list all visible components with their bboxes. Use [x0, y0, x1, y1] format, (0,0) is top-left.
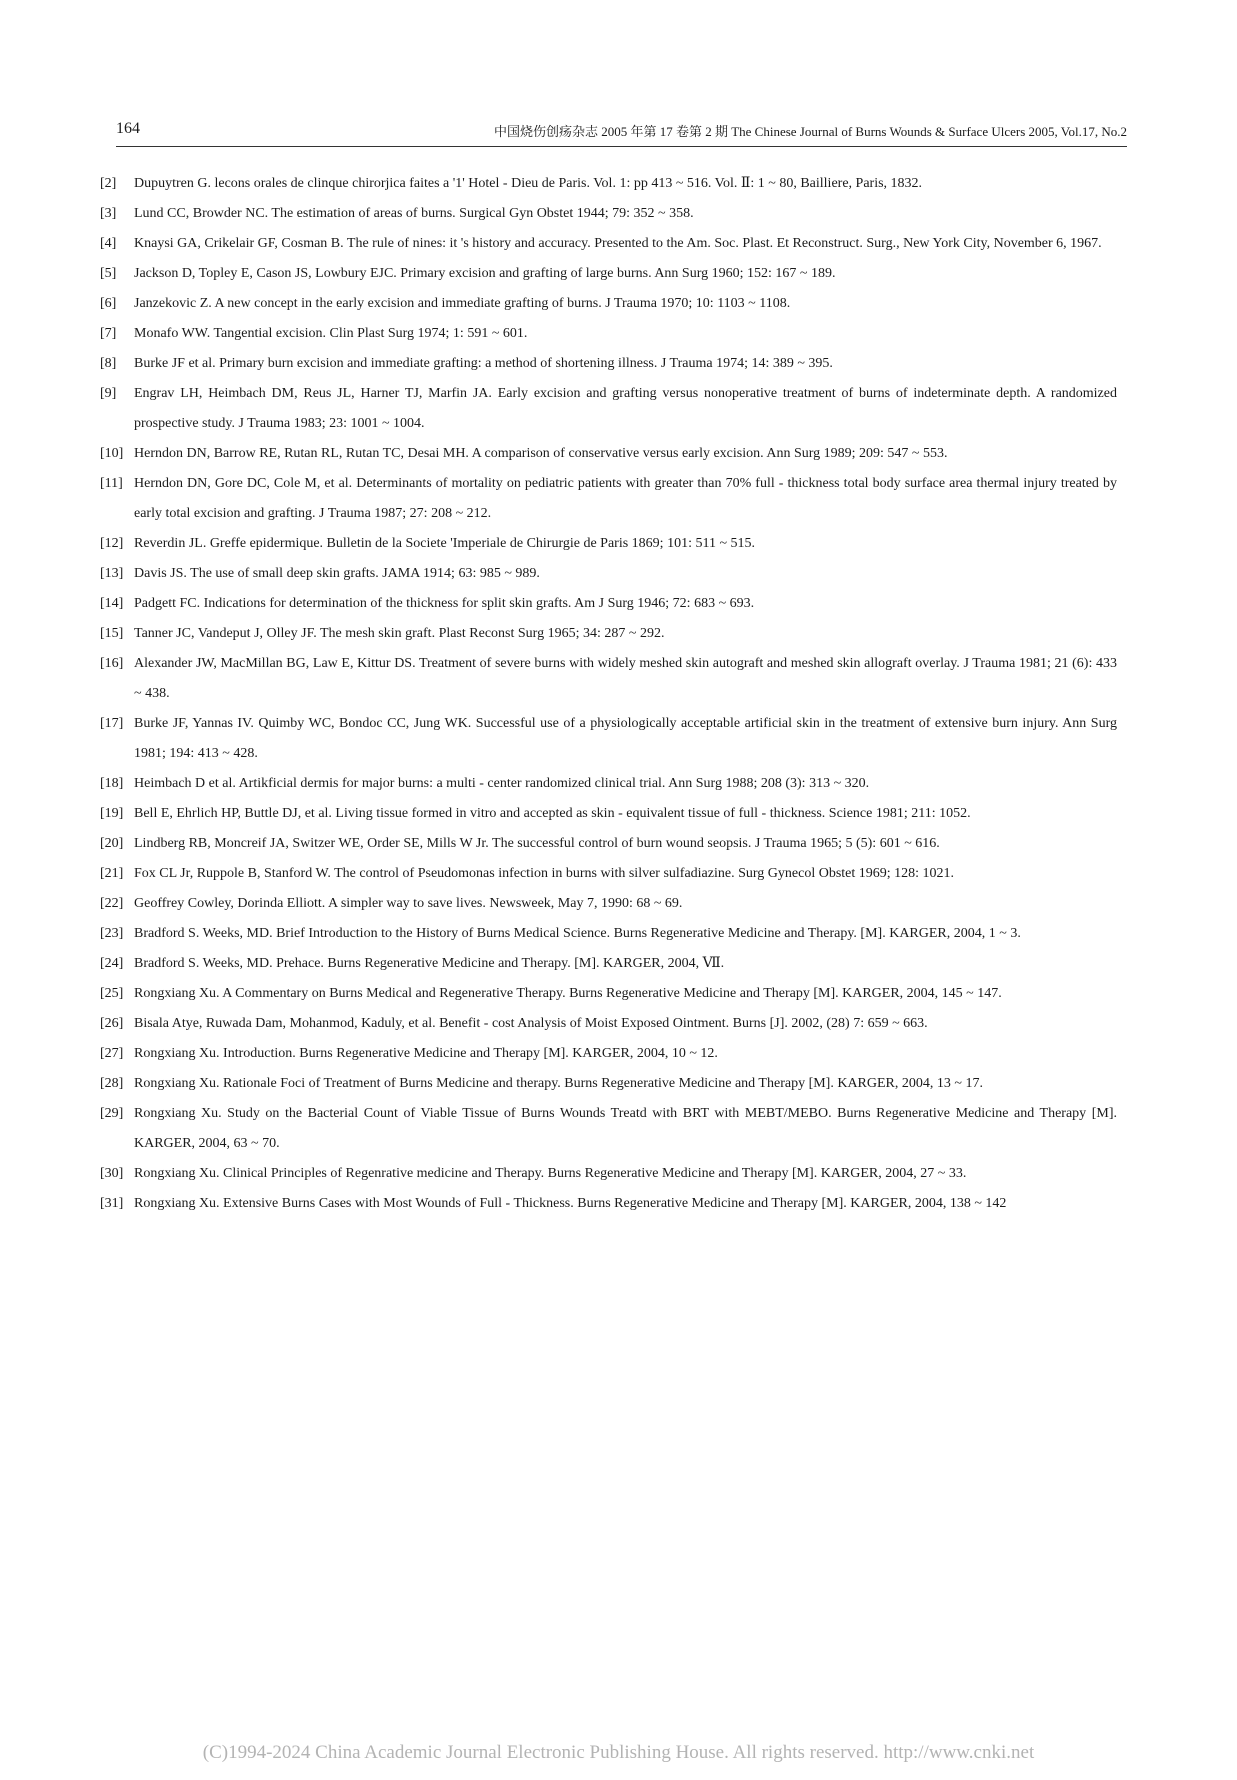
reference-text: Rongxiang Xu. Extensive Burns Cases with Most Wounds of Full - Thickness. Burns Regenerative Medicine and Therapy [M]. KARGER, 2004, 138 ~ 142: [134, 1196, 1007, 1211]
reference-entry: [100, 769, 1117, 799]
reference-number: [23]: [100, 926, 124, 941]
reference-number: [26]: [100, 1016, 124, 1031]
reference-entry: [100, 439, 1117, 469]
reference-entry: [100, 889, 1117, 919]
reference-text: Burke JF et al. Primary burn excision and immediate grafting: a method of shortening illness. J Trauma 1974; 14: 389 ~ 395.: [134, 356, 833, 371]
reference-number: [24]: [100, 956, 124, 971]
reference-text: Rongxiang Xu. A Commentary on Burns Medical and Regenerative Therapy. Burns Regenerative Medicine and Therapy [M]. KARGER, 2004, 145 ~ 147.: [134, 986, 1002, 1001]
reference-number: [2]: [100, 176, 117, 191]
reference-number: [17]: [100, 716, 124, 731]
reference-entry: [100, 979, 1117, 1009]
reference-entry: [100, 589, 1117, 619]
reference-entry: [100, 229, 1117, 259]
reference-entry: [100, 1189, 1117, 1219]
reference-entry: [100, 379, 1117, 439]
reference-text: Fox CL Jr, Ruppole B, Stanford W. The control of Pseudomonas infection in burns with silver sulfadiazine. Surg Gynecol Obstet 1969; 128: 1021.: [134, 866, 955, 881]
reference-text: Burke JF, Yannas IV. Quimby WC, Bondoc CC, Jung WK. Successful use of a physiologically acceptable artificial skin in the treatment of extensive burn injury. Ann Surg 1981; 194: 413 ~ 428.: [134, 716, 1117, 761]
reference-text: Lindberg RB, Moncreif JA, Switzer WE, Order SE, Mills W Jr. The successful control of burn wound seopsis. J Trauma 1965; 5 (5): 601 ~ 616.: [134, 836, 940, 851]
reference-text: Bradford S. Weeks, MD. Prehace. Burns Regenerative Medicine and Therapy. [M]. KARGER, 2004, Ⅶ.: [134, 956, 725, 971]
reference-text: Rongxiang Xu. Clinical Principles of Regenrative medicine and Therapy. Burns Regenerative Medicine and Therapy [M]. KARGER, 2004, 27 ~ 33.: [134, 1166, 967, 1181]
reference-entry: [100, 349, 1117, 379]
reference-text: Dupuytren G. lecons orales de clinque chirorjica faites a '1' Hotel - Dieu de Paris. Vol. 1: pp 413 ~ 516. Vol. Ⅱ: 1 ~ 80, Bailliere, Paris, 1832.: [134, 176, 923, 191]
reference-text: Rongxiang Xu. Study on the Bacterial Count of Viable Tissue of Burns Wounds Treatd with BRT with MEBT/MEBO. Burns Regenerative Medicine and Therapy [M]. KARGER, 2004, 63 ~ 70.: [134, 1106, 1117, 1151]
reference-entry: [100, 619, 1117, 649]
reference-text: Geoffrey Cowley, Dorinda Elliott. A simpler way to save lives. Newsweek, May 7, 1990: 68 ~ 69.: [134, 896, 683, 911]
reference-entry: [100, 1159, 1117, 1189]
reference-number: [16]: [100, 656, 124, 671]
reference-number: [7]: [100, 326, 117, 341]
reference-number: [28]: [100, 1076, 124, 1091]
reference-entry: [100, 289, 1117, 319]
reference-number: [10]: [100, 446, 124, 461]
reference-number: [8]: [100, 356, 117, 371]
reference-text: Davis JS. The use of small deep skin grafts. JAMA 1914; 63: 985 ~ 989.: [134, 566, 540, 581]
copyright-footer: (C)1994-2024 China Academic Journal Electronic Publishing House. All rights reserved. http://www.cnki.net: [202, 1742, 1035, 1763]
reference-number: [19]: [100, 806, 124, 821]
reference-entry: [100, 1039, 1117, 1069]
reference-text: Padgett FC. Indications for determination of the thickness for split skin grafts. Am J Surg 1946; 72: 683 ~ 693.: [134, 596, 755, 611]
reference-text: Monafo WW. Tangential excision. Clin Plast Surg 1974; 1: 591 ~ 601.: [134, 326, 528, 341]
reference-entry: [100, 859, 1117, 889]
reference-entry: [100, 469, 1117, 529]
reference-text: Jackson D, Topley E, Cason JS, Lowbury EJC. Primary excision and grafting of large burns. Ann Surg 1960; 152: 167 ~ 189.: [134, 266, 836, 281]
reference-entry: [100, 529, 1117, 559]
reference-number: [22]: [100, 896, 124, 911]
reference-number: [11]: [100, 476, 123, 491]
page-number: 164: [116, 120, 140, 137]
reference-entry: [100, 259, 1117, 289]
reference-entry: [100, 949, 1117, 979]
reference-text: Janzekovic Z. A new concept in the early excision and immediate grafting of burns. J Trauma 1970; 10: 1103 ~ 1108.: [134, 296, 791, 311]
reference-text: Rongxiang Xu. Rationale Foci of Treatment of Burns Medicine and therapy. Burns Regenerative Medicine and Therapy [M]. KARGER, 2004, 13 ~ 17.: [134, 1076, 983, 1091]
reference-number: [31]: [100, 1196, 124, 1211]
reference-entry: [100, 799, 1117, 829]
reference-text: Rongxiang Xu. Introduction. Burns Regenerative Medicine and Therapy [M]. KARGER, 2004, 10 ~ 12.: [134, 1046, 718, 1061]
reference-text: Heimbach D et al. Artikficial dermis for major burns: a multi - center randomized clinical trial. Ann Surg 1988; 208 (3): 313 ~ 320.: [134, 776, 870, 791]
reference-number: [25]: [100, 986, 124, 1001]
reference-number: [20]: [100, 836, 124, 851]
reference-number: [21]: [100, 866, 124, 881]
reference-text: Bell E, Ehrlich HP, Buttle DJ, et al. Living tissue formed in vitro and accepted as skin - equivalent tissue of full - thickness. Science 1981; 211: 1052.: [134, 806, 971, 821]
reference-text: Knaysi GA, Crikelair GF, Cosman B. The rule of nines: it 's history and accuracy. Presented to the Am. Soc. Plast. Et Reconstruct. Surg., New York City, November 6, 1967.: [134, 236, 1102, 251]
running-head: 中国烧伤创疡杂志 2005 年第 17 卷第 2 期 The Chinese Journal of Burns Wounds & Surface Ulcers 2005, Vol.17, No.2: [493, 124, 1127, 139]
reference-entry: [100, 559, 1117, 589]
reference-number: [15]: [100, 626, 124, 641]
reference-text: Tanner JC, Vandeput J, Olley JF. The mesh skin graft. Plast Reconst Surg 1965; 34: 287 ~ 292.: [134, 626, 665, 641]
reference-entry: [100, 199, 1117, 229]
reference-entry: [100, 1009, 1117, 1039]
reference-entry: [100, 709, 1117, 769]
reference-entry: [100, 1069, 1117, 1099]
reference-entry: [100, 169, 1117, 199]
reference-number: [3]: [100, 206, 117, 221]
reference-text: Bisala Atye, Ruwada Dam, Mohanmod, Kaduly, et al. Benefit - cost Analysis of Moist Exposed Ointment. Burns [J]. 2002, (28) 7: 659 ~ 663.: [134, 1016, 928, 1031]
reference-text: Lund CC, Browder NC. The estimation of areas of burns. Surgical Gyn Obstet 1944; 79: 352 ~ 358.: [134, 206, 694, 221]
reference-number: [4]: [100, 236, 117, 251]
reference-number: [29]: [100, 1106, 124, 1121]
reference-number: [6]: [100, 296, 117, 311]
reference-text: Engrav LH, Heimbach DM, Reus JL, Harner TJ, Marfin JA. Early excision and grafting versus nonoperative treatment of burns of indeterminate depth. A randomized prospective study. J Trauma 1983; 23: 1001 ~ 1004.: [134, 386, 1117, 431]
reference-text: Alexander JW, MacMillan BG, Law E, Kittur DS. Treatment of severe burns with widely meshed skin autograft and meshed skin allograft overlay. J Trauma 1981; 21 (6): 433 ~ 438.: [134, 656, 1117, 701]
reference-entry: [100, 319, 1117, 349]
reference-number: [12]: [100, 536, 124, 551]
reference-number: [13]: [100, 566, 124, 581]
reference-text: Reverdin JL. Greffe epidermique. Bulletin de la Societe 'Imperiale de Chirurgie de Paris 1869; 101: 511 ~ 515.: [134, 536, 756, 551]
reference-number: [9]: [100, 386, 117, 401]
reference-number: [14]: [100, 596, 124, 611]
reference-entry: [100, 829, 1117, 859]
reference-text: Bradford S. Weeks, MD. Brief Introduction to the History of Burns Medical Science. Burns Regenerative Medicine and Therapy. [M]. KARGER, 2004, 1 ~ 3.: [134, 926, 1021, 941]
reference-entry: [100, 919, 1117, 949]
page-header: [116, 120, 1127, 147]
reference-number: [27]: [100, 1046, 124, 1061]
reference-number: [30]: [100, 1166, 124, 1181]
reference-entry: [100, 649, 1117, 709]
reference-text: Herndon DN, Barrow RE, Rutan RL, Rutan TC, Desai MH. A comparison of conservative versus early excision. Ann Surg 1989; 209: 547 ~ 553.: [134, 446, 948, 461]
reference-list: [100, 169, 1117, 1219]
reference-text: Herndon DN, Gore DC, Cole M, et al. Determinants of mortality on pediatric patients with greater than 70% full - thickness total body surface area thermal injury treated by early total excision and grafting. J Trauma 1987; 27: 208 ~ 212.: [134, 476, 1117, 521]
reference-number: [5]: [100, 266, 117, 281]
reference-number: [18]: [100, 776, 124, 791]
reference-entry: [100, 1099, 1117, 1159]
